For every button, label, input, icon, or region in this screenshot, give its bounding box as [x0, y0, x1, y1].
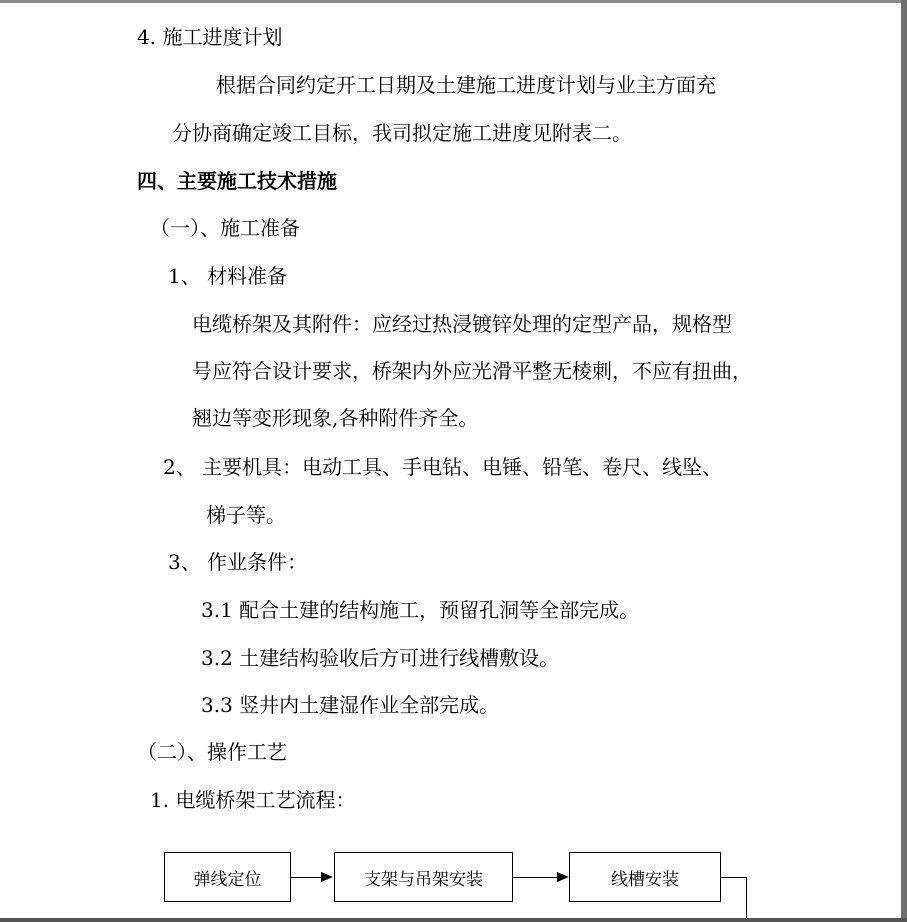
- paragraph-line: 根据合同约定开工日期及土建施工进度计划与业主方面充: [216, 73, 716, 97]
- flow-step-bracket-install: 支架与吊架安装: [334, 852, 513, 902]
- paragraph-line: 梯子等。: [206, 503, 286, 527]
- flow-connector: [746, 877, 747, 918]
- condition-item: 3.2 土建结构验收后方可进行线槽敷设。: [201, 646, 560, 670]
- item-heading: 1. 电缆桥架工艺流程：: [150, 788, 356, 812]
- top-border: [0, 0, 907, 3]
- subsection-heading: （二）、操作工艺: [137, 740, 287, 764]
- paragraph-line: 翘边等变形现象,各种附件齐全。: [192, 406, 479, 430]
- flow-connector: [513, 877, 557, 878]
- flow-step-positioning: 弹线定位: [164, 852, 291, 902]
- scrollbar[interactable]: [901, 0, 907, 922]
- section-heading: 四、主要施工技术措施: [137, 169, 337, 193]
- heading-schedule: 4. 施工进度计划: [137, 25, 283, 49]
- condition-item: 3.1 配合土建的结构施工，预留孔洞等全部完成。: [201, 598, 640, 622]
- item-heading: 3、 作业条件：: [168, 550, 308, 574]
- paragraph-line: 电缆桥架及其附件：应经过热浸镀锌处理的定型产品，规格型: [192, 312, 732, 336]
- bottom-border: [0, 918, 907, 922]
- arrow-right-icon: [557, 872, 569, 882]
- paragraph-line: 号应符合设计要求，桥架内外应光滑平整无棱刺，不应有扭曲，: [192, 359, 752, 383]
- subsection-heading: （一）、施工准备: [150, 216, 300, 240]
- flow-connector: [291, 877, 321, 878]
- flow-step-trunking-install: 线槽安装: [569, 852, 721, 902]
- item-heading: 1、 材料准备: [168, 264, 288, 288]
- paragraph-line: 分协商确定竣工目标，我司拟定施工进度见附表二。: [172, 121, 632, 145]
- item-heading: 2、 主要机具：电动工具、手电钻、电锤、铅笔、卷尺、线坠、: [163, 455, 723, 479]
- arrow-right-icon: [321, 872, 333, 882]
- flow-connector: [721, 877, 747, 878]
- condition-item: 3.3 竖井内土建湿作业全部完成。: [201, 693, 500, 717]
